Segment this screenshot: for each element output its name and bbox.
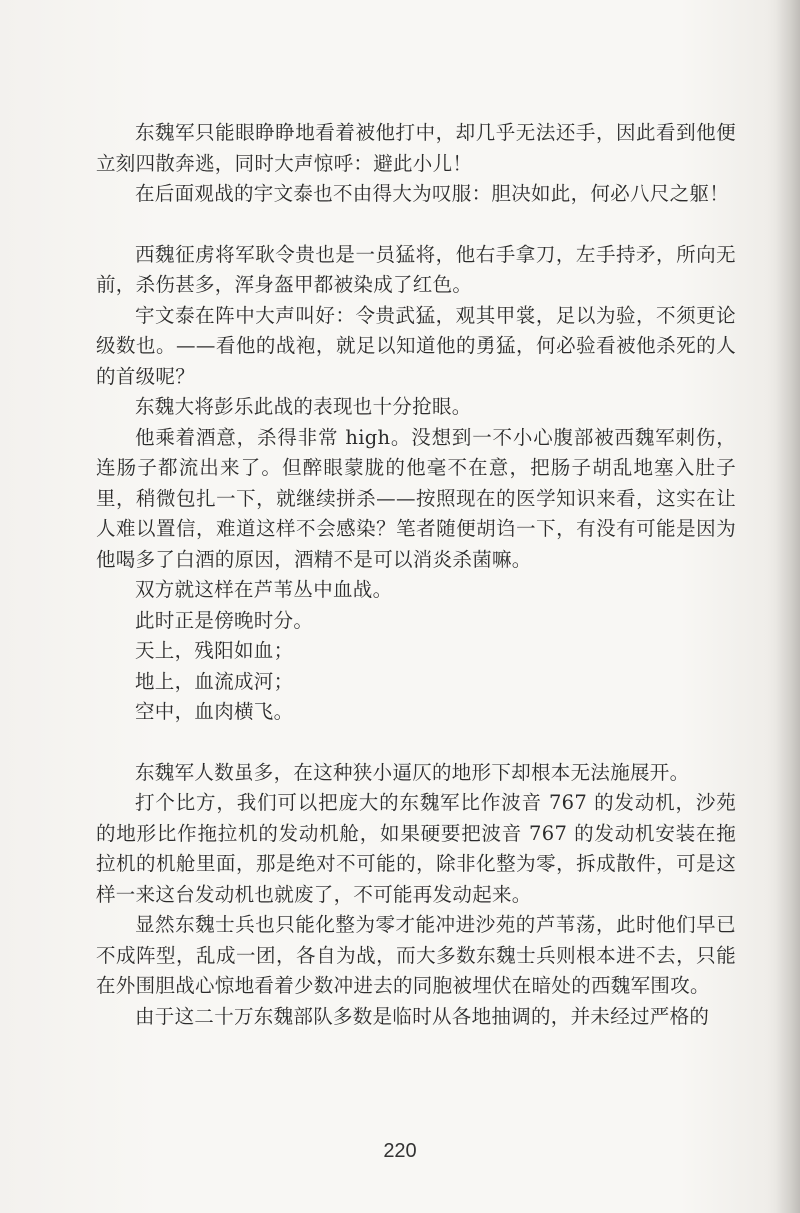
paragraph-7: 双方就这样在芦苇丛中血战。 bbox=[135, 578, 393, 601]
paragraph-15: 由于这二十万东魏部队多数是临时从各地抽调的，并未经过严格的 bbox=[135, 1004, 710, 1028]
paragraph-5: 东魏大将彭乐此战的表现也十分抢眼。 bbox=[135, 395, 472, 418]
page-edge-shadow bbox=[776, 0, 800, 1213]
paragraph-13: 打个比方，我们可以把庞大的东魏军比作波音 767 的发动机，沙苑的地形比作拖拉机的发动机舱，如果硬要把波音 767 的发动机安装在拖拉机的机舱里面，那是绝对不可能的，除非化整为零，拆成散件，可是这样一来这台发动机也就废了，不可能再发动起来。 bbox=[96, 791, 736, 906]
paragraph-11: 空中，血肉横飞。 bbox=[135, 700, 294, 723]
paragraph-8: 此时正是傍晚时分。 bbox=[135, 608, 314, 632]
body-text bbox=[96, 118, 736, 1032]
paragraph-9: 天上，残阳如血； bbox=[135, 639, 294, 662]
paragraph-3: 西魏征虏将军耿令贵也是一员猛将，他右手拿刀，左手持矛，所向无前，杀伤甚多，浑身盔甲都被染成了红色。 bbox=[96, 242, 736, 296]
paragraph-1: 东魏军只能眼睁睁地看着被他打中，却几乎无法还手，因此看到他便立刻四散奔逃，同时大声惊呼：避此小儿！ bbox=[96, 121, 736, 175]
paragraph-6: 他乘着酒意，杀得非常 high。没想到一不小心腹部被西魏军刺伤，连肠子都流出来了。但醉眼蒙胧的他毫不在意，把肠子胡乱地塞入肚子里，稍微包扎一下，就继续拼杀——按照现在的医学知识来看，这实在让人难以置信，难道这样不会感染？笔者随便胡诌一下，有没有可能是因为他喝多了白酒的原因，酒精不是可以消炎杀菌嘛。 bbox=[96, 425, 736, 571]
paragraph-14: 显然东魏士兵也只能化整为零才能冲进沙苑的芦苇荡，此时他们早已不成阵型，乱成一团，各自为战，而大多数东魏士兵则根本进不去，只能在外围胆战心惊地看着少数冲进去的同胞被埋伏在暗处的西魏军围攻。 bbox=[96, 913, 736, 997]
paragraph-10: 地上，血流成河； bbox=[135, 669, 294, 693]
paragraph-4: 宇文泰在阵中大声叫好：令贵武猛，观其甲裳，足以为验，不须更论级数也。——看他的战袍，就足以知道他的勇猛，何必验看被他杀死的人的首级呢？ bbox=[96, 303, 736, 388]
paragraph-12: 东魏军人数虽多，在这种狭小逼仄的地形下却根本无法施展开。 bbox=[135, 760, 690, 784]
page-number: 220 bbox=[383, 1140, 417, 1162]
paragraph-2: 在后面观战的宇文泰也不由得大为叹服：胆决如此，何必八尺之躯！ bbox=[135, 182, 730, 205]
